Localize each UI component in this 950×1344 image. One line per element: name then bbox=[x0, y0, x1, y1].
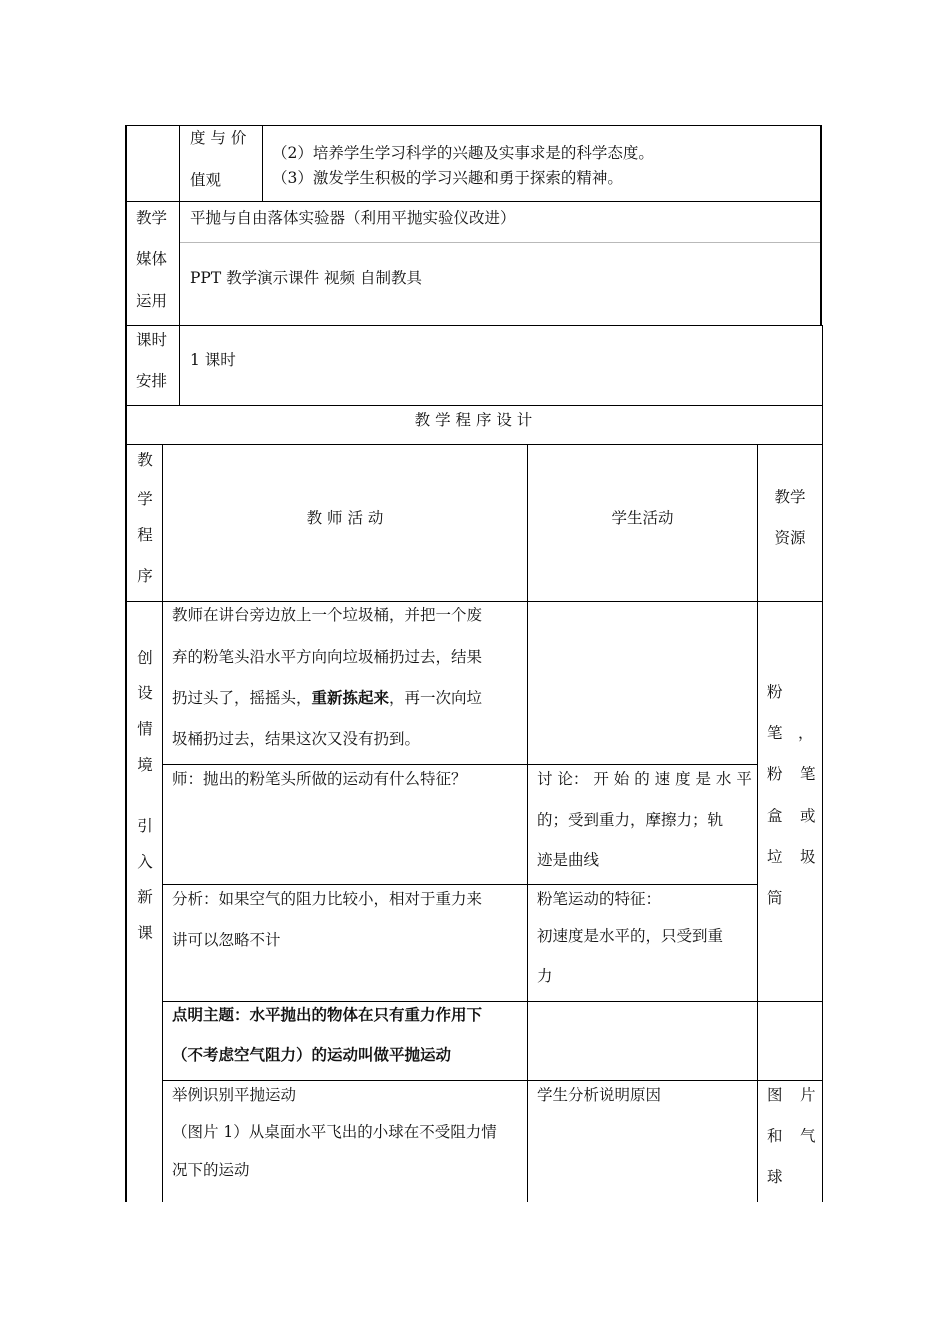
resource2-line2-a: 和 bbox=[767, 1127, 783, 1145]
resource2-line1-a: 图 bbox=[767, 1086, 783, 1104]
media-row-2: PPT 教学演示课件 视频 自制教具 bbox=[190, 269, 422, 287]
row5-teacher-line3: 况下的运动 bbox=[172, 1161, 250, 1179]
stage-char-1: 创 bbox=[137, 649, 153, 667]
resource2-line1-b: 片 bbox=[800, 1086, 816, 1104]
row2-teacher-line1: 师：抛出的粉笔头所做的运动有什么特征？ bbox=[172, 770, 467, 788]
media-label-3: 运用 bbox=[136, 292, 168, 310]
stage-char-8: 新 bbox=[137, 888, 153, 906]
stage-char-6: 引 bbox=[137, 817, 153, 835]
row1-teacher-line2: 弃的粉笔头沿水平方向向垃圾桶扔过去，结果 bbox=[172, 648, 483, 666]
attitude-item-3: （3）激发学生积极的学习兴趣和勇于探索的精神。 bbox=[272, 169, 623, 187]
row3-teacher-line2: 讲可以忽略不计 bbox=[172, 931, 281, 949]
header-col1-char-1: 教 bbox=[137, 451, 153, 469]
row2-student-line1: 讨 论： 开 始 的 速 度 是 水 平 bbox=[537, 770, 752, 788]
row4-bottom bbox=[162, 1080, 823, 1081]
table-border-right bbox=[820, 125, 822, 325]
resource1-line2-a: 笔 bbox=[767, 724, 783, 742]
resource2-line3-a: 球 bbox=[767, 1168, 783, 1186]
row5-teacher-line1: 举例识别平抛运动 bbox=[172, 1086, 297, 1104]
media-col-divider bbox=[179, 201, 180, 326]
row1-teacher-line3 bbox=[172, 688, 482, 708]
resource1-line6-a: 筒 bbox=[767, 889, 783, 907]
row3-bottom bbox=[162, 1001, 823, 1002]
media-bottom bbox=[125, 325, 822, 326]
media-label-2: 媒体 bbox=[136, 250, 168, 268]
row1-teacher-line1: 教师在讲台旁边放上一个垃圾桶，并把一个废 bbox=[172, 606, 483, 624]
schedule-col-divider bbox=[179, 325, 180, 406]
resource1-line4-b: 或 bbox=[800, 807, 816, 825]
program-title: 教 学 程 序 设 计 bbox=[414, 411, 533, 429]
table-border-right-2 bbox=[822, 325, 823, 1202]
attitude-label-line1: 度 与 价 bbox=[190, 129, 247, 147]
row3-student-line1: 粉笔运动的特征： bbox=[537, 890, 662, 908]
stage-char-3: 情 bbox=[137, 720, 153, 738]
resource2-line2-b: 气 bbox=[800, 1127, 816, 1145]
stage-char-7: 入 bbox=[137, 853, 153, 871]
schedule-bottom bbox=[125, 405, 823, 406]
attitude-label-line2: 值观 bbox=[190, 171, 222, 189]
col-divider-3 bbox=[757, 444, 758, 1202]
row1-teacher-line3-bold: 重新拣起来 bbox=[311, 688, 390, 707]
stage-char-4: 境 bbox=[137, 756, 153, 774]
schedule-label-2: 安排 bbox=[136, 372, 168, 390]
row1-teacher-line4: 圾桶扔过去，结果这次又没有扔到。 bbox=[172, 730, 421, 748]
row2-bottom bbox=[162, 884, 758, 885]
attitude-bottom bbox=[125, 201, 822, 202]
header-col1-char-3: 程 bbox=[137, 526, 153, 544]
col-divider-2 bbox=[527, 444, 528, 1202]
header-teacher-activity: 教 师 活 动 bbox=[306, 509, 384, 527]
row3-student-line2: 初速度是水平的，只受到重 bbox=[537, 927, 724, 945]
title-row-bottom bbox=[125, 444, 823, 445]
row3-teacher-line1: 分析：如果空气的阻力比较小，相对于重力来 bbox=[172, 890, 483, 908]
resource1-line2-b: ， bbox=[798, 724, 814, 742]
stage-char-9: 课 bbox=[137, 924, 153, 942]
header-col1-char-4: 序 bbox=[137, 567, 153, 585]
row1-teacher-line3-a: 扔过头了，摇摇头， bbox=[172, 689, 312, 707]
header-resources-2: 资源 bbox=[774, 529, 806, 547]
header-student-activity: 学生活动 bbox=[611, 509, 674, 527]
row4-teacher-line1: 点明主题：水平抛出的物体在只有重力作用下 bbox=[172, 1005, 483, 1024]
stage-char-2: 设 bbox=[137, 684, 153, 702]
attitude-item-2: （2）培养学生学习科学的兴趣及实事求是的科学态度。 bbox=[272, 144, 654, 162]
header-resources-1: 教学 bbox=[774, 488, 806, 506]
row1-bottom bbox=[162, 764, 758, 765]
attitude-col-divider bbox=[179, 125, 180, 201]
row2-student-line3: 迹是曲线 bbox=[537, 851, 600, 869]
media-label-1: 教学 bbox=[136, 209, 168, 227]
schedule-label-1: 课时 bbox=[136, 331, 168, 349]
resource1-line4-a: 盒 bbox=[767, 807, 783, 825]
row3-student-line3: 力 bbox=[537, 967, 553, 985]
media-row-1: 平抛与自由落体实验器（利用平抛实验仪改进） bbox=[190, 209, 516, 227]
row2-student-line2: 的；受到重力，摩擦力；轨 bbox=[537, 811, 724, 829]
resource1-line5-a: 垃 bbox=[767, 848, 783, 866]
header-row-bottom bbox=[125, 601, 823, 602]
resource1-line1-a: 粉 bbox=[767, 683, 783, 701]
header-col1-char-2: 学 bbox=[137, 490, 153, 508]
resource1-line3-b: 笔 bbox=[800, 765, 816, 783]
media-row-separator bbox=[180, 242, 820, 243]
resource1-line3-a: 粉 bbox=[767, 765, 783, 783]
row5-teacher-line2: （图片 1）从桌面水平飞出的小球在不受阻力情 bbox=[172, 1123, 497, 1141]
attitude-inner-divider bbox=[262, 125, 263, 201]
row5-student-line1: 学生分析说明原因 bbox=[537, 1086, 662, 1104]
row4-teacher-line2: （不考虑空气阻力）的运动叫做平抛运动 bbox=[172, 1045, 452, 1064]
top-line bbox=[125, 125, 822, 126]
resource1-line5-b: 圾 bbox=[800, 848, 816, 866]
row1-teacher-line3-b: ，再一次向垃 bbox=[389, 689, 483, 707]
schedule-value: 1 课时 bbox=[190, 351, 236, 369]
